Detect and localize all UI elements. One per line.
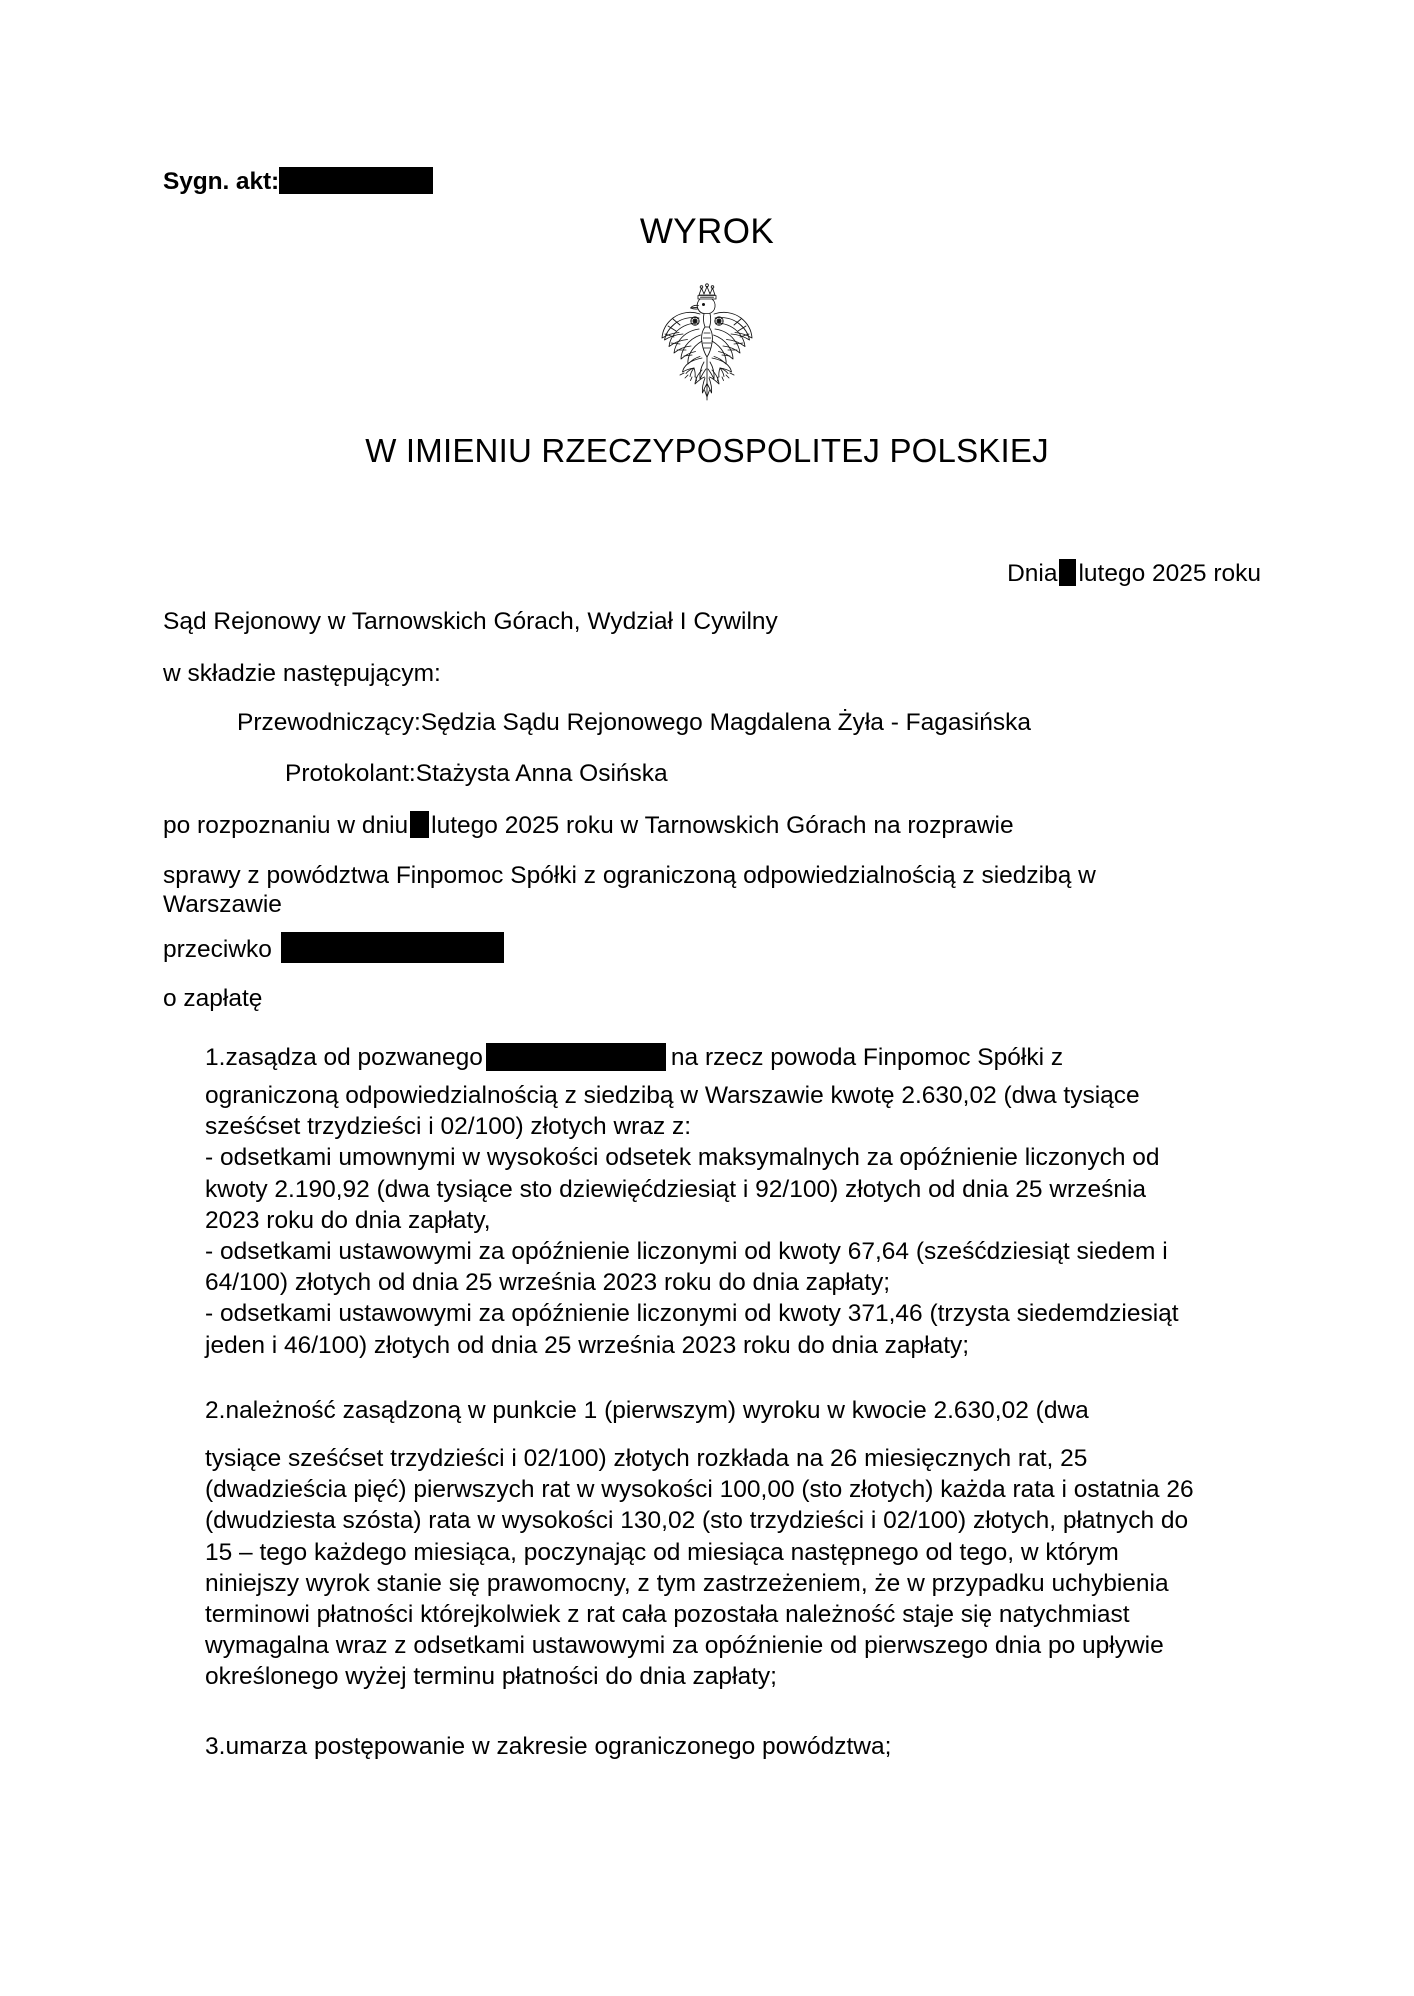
hearing-prefix: po rozpoznaniu w dniu	[163, 812, 409, 839]
rulings-list	[205, 1042, 1205, 1763]
ruling-2-body: tysiące sześćset trzydzieści i 02/100) złotych rozkłada na 26 miesięcznych rat, 25 (dwadzieścia pięć) pierwszych rat w wysokości 100,00 (sto złotych) każda rata i ostatnia 26 (dwudziesta szósta) rata w wysokości 130,02 (sto trzydzieści i 02/100) złotych, płatnych do 15 – tego każdego miesiąca, poczynając od miesiąca następnego od tego, w którym niniejszy wyrok stanie się prawomocny, z tym zastrzeżeniem, że w przypadku uchybienia terminowi płatności którejkolwiek z rat cała pozostała należność staje się natychmiast wymagalna wraz z odsetkami ustawowymi za opóźnienie od pierwszego dnia po upływie określonego wyżej terminu płatności do dnia zapłaty;	[205, 1444, 1194, 1691]
ruling-1-lead-before: zasądza od pozwanego	[225, 1044, 483, 1071]
ruling-item-3	[205, 1731, 1205, 1763]
ruling-item-1	[205, 1042, 1205, 1361]
ruling-2-lead	[205, 1395, 1205, 1427]
ruling-1-defendant-redaction	[486, 1043, 666, 1071]
presiding-judge: Przewodniczący:Sędzia Sądu Rejonowego Magdalena Żyła - Fagasińska	[237, 709, 1031, 736]
defendant-redaction	[281, 932, 504, 963]
ruling-1-sub-item-1: - odsetkami umownymi w wysokości odsetek maksymalnych za opóźnienie liczonych od kwoty 2.190,92 (dwa tysiące sto dziewięćdziesiąt i 92/100) złotych od dnia 25 września 2023 roku do dnia zapłaty,	[205, 1144, 1160, 1234]
ruling-1-body	[205, 1080, 1205, 1361]
ruling-1-number: 1.	[205, 1044, 226, 1071]
hearing-day-redaction	[410, 811, 429, 838]
ruling-1-sub-item-2: - odsetkami ustawowymi za opóźnienie liczonymi od kwoty 67,64 (sześćdziesiąt siedem i 64/100) złotych od dnia 25 września 2023 roku do dnia zapłaty;	[205, 1238, 1168, 1297]
page-title: WYROK	[639, 212, 775, 251]
ruling-2-lead-text: należność zasądzoną w punkcie 1 (pierwszym) wyroku w kwocie 2.630,02 (dwa	[225, 1396, 1089, 1424]
hearing-suffix: lutego 2025 roku w Tarnowskich Górach na rozprawie	[431, 812, 1014, 839]
case-number-redaction	[279, 167, 433, 194]
ruling-1-lead	[205, 1042, 1205, 1074]
ruling-item-2	[205, 1395, 1205, 1693]
ruling-2-number: 2.	[205, 1396, 226, 1424]
case-number-line	[163, 168, 433, 196]
case-number-label: Sygn. akt:	[163, 168, 280, 195]
against-label: przeciwko	[163, 935, 272, 963]
court-name: Sąd Rejonowy w Tarnowskich Górach, Wydział I Cywilny	[163, 608, 778, 635]
hearing-line	[163, 812, 1014, 840]
date-suffix: lutego 2025 roku	[1078, 560, 1261, 587]
ruling-1-lead-after: na rzecz powoda Finpomoc Spółki z	[670, 1044, 1064, 1071]
ruling-spacer-1	[205, 1361, 1205, 1395]
ruling-3-number: 3.	[205, 1732, 226, 1760]
date-line	[163, 560, 1261, 588]
ruling-3-lead	[205, 1731, 1205, 1763]
date-day-redaction	[1059, 559, 1076, 586]
panel-intro: w składzie następującym:	[163, 660, 441, 687]
defendant-line	[163, 935, 504, 966]
polish-eagle-emblem	[0, 278, 1414, 410]
case-subject: o zapłatę	[163, 985, 263, 1012]
ruling-spacer-2	[205, 1693, 1205, 1731]
court-clerk: Protokolant:Stażysta Anna Osińska	[285, 760, 668, 787]
ruling-1-main-amount: ograniczoną odpowiedzialnością z siedzibą w Warszawie kwotę 2.630,02 (dwa tysiące sześćset trzydzieści i 02/100) złotych wraz z:	[205, 1081, 1140, 1141]
date-prefix: Dnia	[1007, 560, 1058, 587]
ruling-1-sub-item-3: - odsetkami ustawowymi za opóźnienie liczonymi od kwoty 371,46 (trzysta siedemdziesiąt jeden i 46/100) złotych od dnia 25 września 2023 roku do dnia zapłaty;	[205, 1300, 1179, 1359]
republic-heading: W IMIENIU RZECZYPOSPOLITEJ POLSKIEJ	[365, 432, 1049, 469]
ruling-3-text: umarza postępowanie w zakresie ograniczonego powództwa;	[225, 1732, 892, 1760]
plaintiff-line: sprawy z powództwa Finpomoc Spółki z ograniczoną odpowiedzialnością z siedzibą w Warszawie	[163, 862, 1096, 918]
